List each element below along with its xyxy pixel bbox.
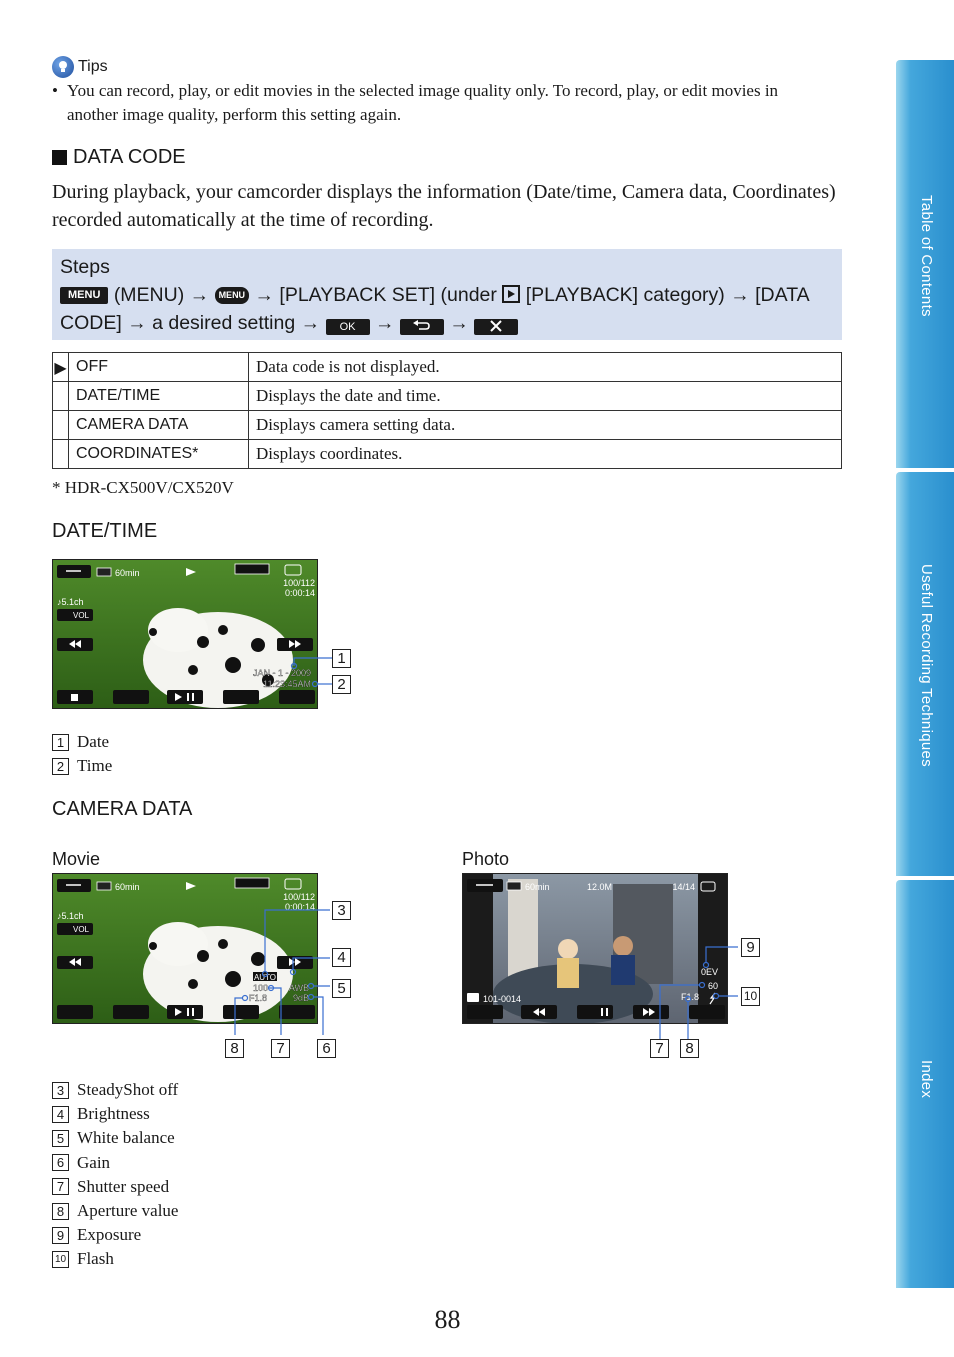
option-name: CAMERA DATA bbox=[69, 411, 249, 440]
date-readout: JAN - 1 - 2009 bbox=[252, 668, 311, 678]
ok-button-icon: OK bbox=[326, 319, 370, 335]
steps-box bbox=[52, 249, 842, 340]
elapsed-time: 0:00:14 bbox=[284, 902, 315, 912]
callout-photo-shutter: 7 bbox=[650, 1039, 669, 1058]
option-description: Data code is not displayed. bbox=[249, 353, 842, 382]
tips-label: Tips bbox=[78, 58, 108, 75]
page-number: 88 bbox=[434, 1305, 461, 1334]
wb-readout: AWB bbox=[288, 983, 309, 993]
footnote: * HDR-CX500V/CX520V bbox=[52, 478, 234, 497]
callout-shutter: 7 bbox=[271, 1039, 290, 1058]
close-button-icon bbox=[474, 319, 518, 335]
tab-table-of-contents[interactable]: Table of Contents bbox=[896, 60, 954, 468]
movie-caption: Movie bbox=[52, 849, 101, 869]
playback-category-icon bbox=[502, 285, 520, 303]
tab-useful-recording-techniques[interactable]: Useful Recording Techniques bbox=[896, 472, 954, 876]
brightness-readout: AUTO bbox=[253, 973, 277, 982]
folder-number: 101-0014 bbox=[483, 994, 522, 1004]
section-intro: During playback, your camcorder displays the information (Date/time, Camera data, Coordinates) recorded automatically at the time of recording. bbox=[52, 181, 836, 231]
option-name: DATE/TIME bbox=[69, 382, 249, 411]
option-name: COORDINATES* bbox=[69, 440, 249, 469]
list-item: 8 Aperture value bbox=[52, 1199, 178, 1223]
option-description: Displays camera setting data. bbox=[249, 411, 842, 440]
remaining-time: 60min bbox=[525, 882, 550, 892]
photo-shutter-readout: 60 bbox=[707, 981, 718, 991]
callout-steadyshot: 3 bbox=[332, 901, 351, 920]
datetime-legend bbox=[52, 730, 112, 778]
list-item: 9 Exposure bbox=[52, 1223, 178, 1247]
default-marker bbox=[53, 440, 69, 469]
photo-aperture-readout: F1.8 bbox=[681, 992, 700, 1002]
movie-leader-lines bbox=[225, 900, 340, 1035]
list-item: 4 Brightness bbox=[52, 1102, 178, 1126]
table-row bbox=[53, 382, 842, 411]
callout-gain: 6 bbox=[317, 1039, 336, 1058]
time-readout: 11:23:45AM bbox=[263, 679, 311, 689]
photo-leader-lines bbox=[650, 935, 740, 1045]
menu-button-icon: MENU bbox=[215, 287, 250, 304]
exposure-readout: 0EV bbox=[700, 967, 718, 977]
datetime-heading: DATE/TIME bbox=[52, 520, 158, 542]
callout-white-balance: 5 bbox=[332, 979, 351, 998]
list-item: 5 White balance bbox=[52, 1126, 178, 1150]
default-marker bbox=[53, 411, 69, 440]
audio-format: ♪5.1ch bbox=[57, 597, 84, 607]
lightbulb-icon bbox=[52, 56, 74, 78]
list-item: 7 Shutter speed bbox=[52, 1175, 178, 1199]
table-row bbox=[53, 411, 842, 440]
list-item: 10 Flash bbox=[52, 1247, 178, 1271]
callout-flash: 10 bbox=[741, 987, 760, 1006]
table-row bbox=[53, 353, 842, 382]
table-row bbox=[53, 440, 842, 469]
tips-bullet: • You can record, play, or edit movies in the selected image quality only. To record, play, or edit movies in another image quality, perform this setting again. bbox=[52, 81, 779, 124]
callout-brightness: 4 bbox=[332, 948, 351, 967]
datetime-leader-lines bbox=[270, 648, 340, 698]
gain-readout: 9dB bbox=[292, 993, 309, 1003]
counter-text: 100/112 bbox=[283, 578, 315, 588]
photo-caption: Photo bbox=[462, 849, 510, 869]
image-size: 12.0M bbox=[587, 882, 613, 892]
callout-photo-aperture: 8 bbox=[680, 1039, 699, 1058]
default-marker bbox=[53, 382, 69, 411]
remaining-time: 60min bbox=[115, 882, 140, 892]
aperture-readout: F1.8 bbox=[249, 993, 268, 1003]
section-title: DATA CODE bbox=[52, 146, 186, 169]
tab-index[interactable]: Index bbox=[896, 880, 954, 1288]
callout-time: 2 bbox=[332, 675, 351, 694]
square-bullet-icon bbox=[52, 150, 67, 165]
steps-title: Steps bbox=[60, 256, 110, 278]
tips-heading bbox=[52, 56, 108, 78]
option-description: Displays coordinates. bbox=[249, 440, 842, 469]
vol-label: VOL bbox=[73, 611, 90, 620]
callout-aperture: 8 bbox=[225, 1039, 244, 1058]
return-button-icon bbox=[400, 319, 444, 335]
list-item: 2 Time bbox=[52, 754, 112, 778]
steps-line: MENU (MENU) → MENU → [PLAYBACK SET] (under [PLAYBACK] category) → [DATA CODE] → a desired setting → OK → → bbox=[60, 284, 809, 334]
callout-exposure: 9 bbox=[741, 938, 760, 957]
option-name: OFF bbox=[69, 353, 249, 382]
option-description: Displays the date and time. bbox=[249, 382, 842, 411]
vol-label: VOL bbox=[73, 925, 90, 934]
elapsed-time: 0:00:14 bbox=[284, 588, 315, 598]
audio-format: ♪5.1ch bbox=[57, 911, 84, 921]
settings-table bbox=[52, 352, 842, 469]
camera-data-legend bbox=[52, 1078, 178, 1272]
menu-key-icon: MENU bbox=[60, 287, 108, 304]
camera-data-heading: CAMERA DATA bbox=[52, 798, 193, 820]
list-item: 3 SteadyShot off bbox=[52, 1078, 178, 1102]
list-item: 1 Date bbox=[52, 730, 112, 754]
shutter-readout: 100 bbox=[253, 983, 269, 993]
counter-text: 100/112 bbox=[283, 892, 315, 902]
remaining-time: 60min bbox=[115, 568, 140, 578]
default-marker: ▶ bbox=[53, 353, 69, 382]
list-item: 6 Gain bbox=[52, 1151, 178, 1175]
photo-counter: 14/14 bbox=[672, 882, 695, 892]
callout-date: 1 bbox=[332, 649, 351, 668]
